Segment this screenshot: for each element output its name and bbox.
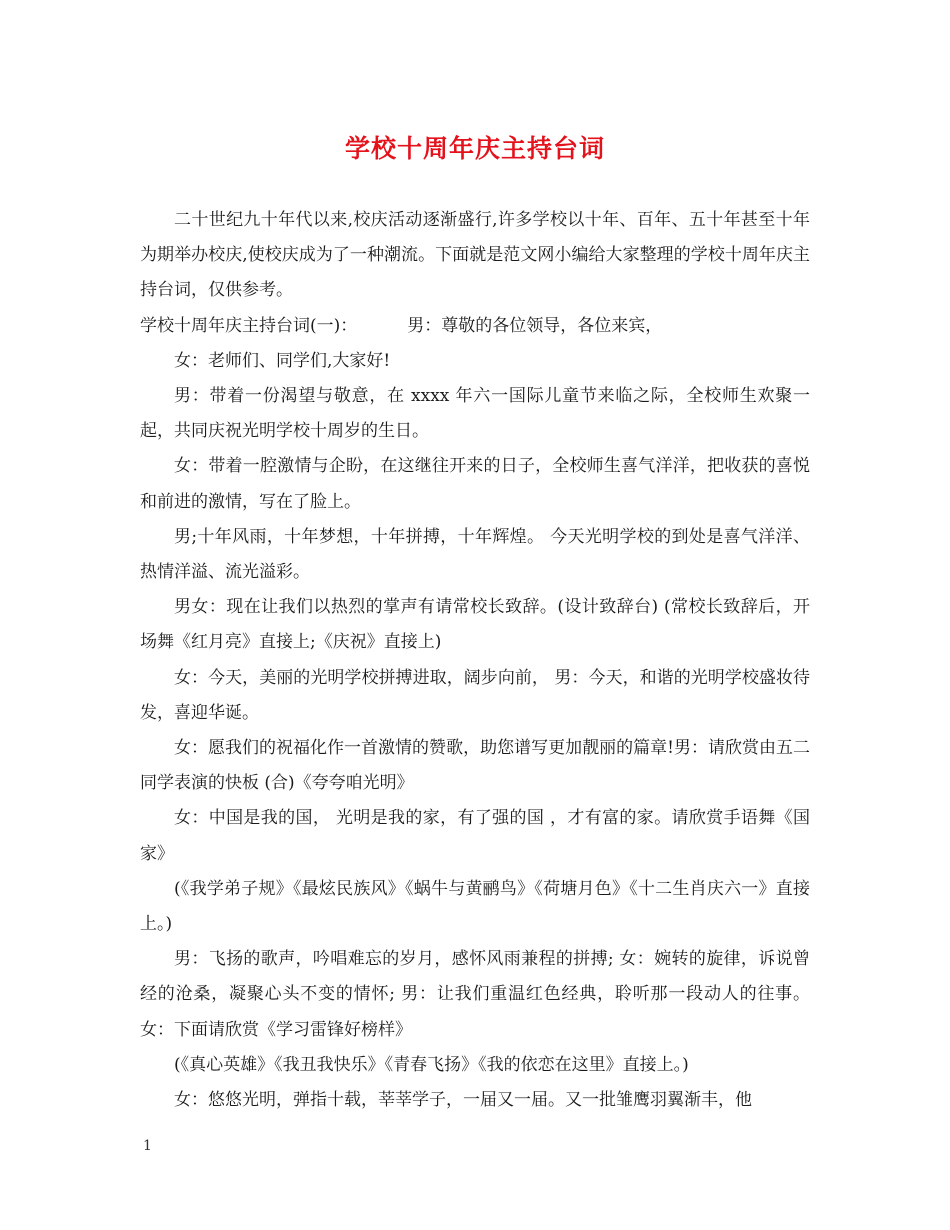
script-paragraph: 女：带着一腔激情与企盼，在这继往开来的日子，全校师生喜气洋洋，把收获的喜悦和前进的激情，写在了脸上。: [140, 456, 810, 512]
script-paragraph: (《我学弟子规》《最炫民族风》《蜗牛与黄鹂鸟》《荷塘月色》《十二生肖庆六一》直接上。): [140, 878, 810, 935]
section-line: [140, 309, 810, 344]
script-paragraph: 女：老师们、同学们,大家好!: [174, 350, 391, 371]
section-heading: 学校十周年庆主持台词(一)：: [140, 315, 358, 336]
script-paragraph: 男女：现在让我们以热烈的掌声有请常校长致辞。(设计致辞台) (常校长致辞后，开场舞《红月亮》直接上;《庆祝》直接上): [140, 597, 810, 653]
document-body: [140, 203, 810, 1118]
script-paragraph: 男：带着一份渴望与敬意，在 xxxx 年六一国际儿童节来临之际，全校师生欢聚一起，共同庆祝光明学校十周岁的生日。: [140, 386, 810, 442]
section-first-line: 男：尊敬的各位领导，各位来宾，: [407, 315, 663, 336]
page-number: 1: [143, 1138, 152, 1154]
script-paragraph: (《真心英雄》《我丑我快乐》《青春飞扬》《我的依恋在这里》直接上。): [174, 1054, 689, 1075]
script-paragraph: 男：飞扬的歌声，吟唱难忘的岁月，感怀风雨兼程的拼搏; 女：婉转的旋律，诉说曾经的沧桑，凝聚心头不变的情怀; 男：让我们重温红色经典，聆听那一段动人的往事。 女：下面请欣赏《学习雷锋好榜样》: [140, 949, 810, 1040]
intro-paragraph: 二十世纪九十年代以来,校庆活动逐渐盛行,许多学校以十年、百年、五十年甚至十年为期举办校庆,使校庆成为了一种潮流。下面就是范文网小编给大家整理的学校十周年庆主持台词，仅供参考。: [140, 210, 810, 301]
document-title: 学校十周年庆主持台词: [344, 134, 605, 163]
script-paragraph: 女：悠悠光明，弹指十载，莘莘学子，一届又一届。又一批雏鹰羽翼渐丰，他: [174, 1090, 752, 1111]
script-paragraph: 女：中国是我的国， 光明是我的家，有了强的国 ，才有富的家。请欣赏手语舞《国家》: [140, 808, 810, 864]
script-paragraph: 女：愿我们的祝福化作一首激情的赞歌，助您谱写更加靓丽的篇章!男：请欣赏由五二同学表演的快板 (合)《夸夸咱光明》: [140, 738, 810, 794]
script-paragraph: 女：今天，美丽的光明学校拼搏进取，阔步向前， 男：今天，和谐的光明学校盛妆待发，喜迎华诞。: [140, 667, 810, 723]
script-paragraph: 男;十年风雨，十年梦想，十年拼搏，十年辉煌。 今天光明学校的到处是喜气洋洋、热情洋溢、流光溢彩。: [140, 526, 810, 583]
